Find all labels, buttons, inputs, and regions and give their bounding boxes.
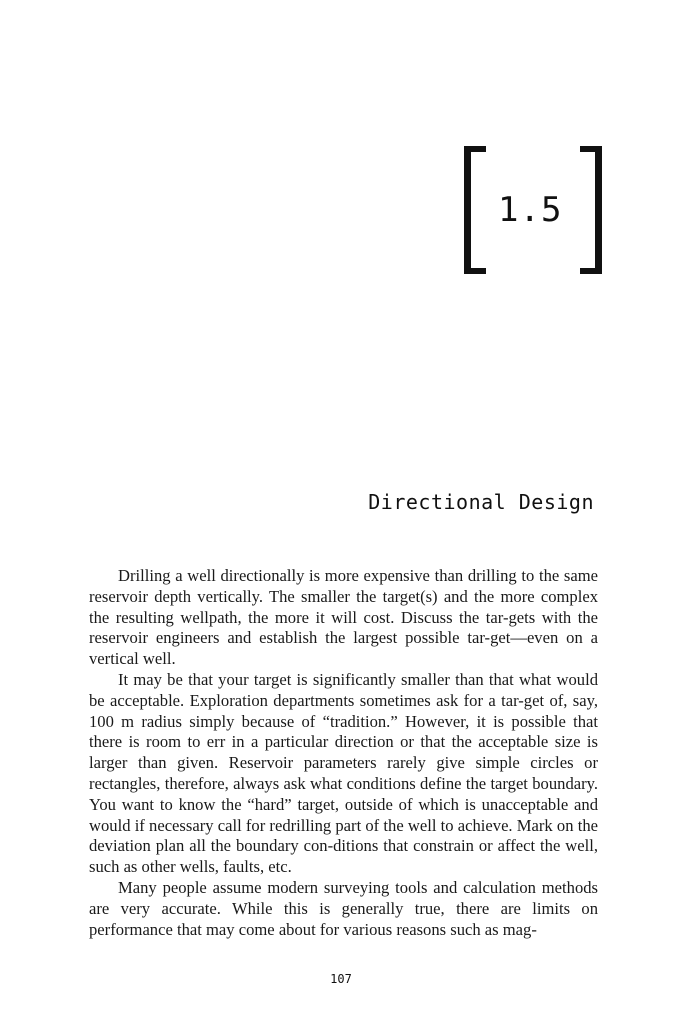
chapter-title: Directional Design bbox=[368, 490, 594, 514]
left-bracket bbox=[464, 146, 486, 274]
right-bracket bbox=[580, 146, 602, 274]
page-number: 107 bbox=[330, 972, 352, 986]
body-text bbox=[89, 566, 598, 940]
paragraph: Many people assume modern surveying tools and calculation methods are very accurate. While this is generally true, there are limits on performance that may come about for various reasons such as mag- bbox=[89, 877, 598, 939]
paragraph: It may be that your target is significantly smaller than that what would be acceptable. Exploration departments sometimes ask for a tar-get of, say, 100 m radius simply because of “tradition.” However, it is possible that there is room to err in a particular direction or that the acceptable size is larger than given. Reservoir parameters rarely give simple circles or rectangles, therefore, always ask what conditions define the target boundary. You want to know the “hard” target, outside of which is unacceptable and would if necessary call for redrilling part of the well to achieve. Mark on the deviation plan all the boundary con-ditions that constrain or affect the well, such as other wells, faults, etc. bbox=[89, 669, 598, 877]
section-number: 1.5 bbox=[498, 190, 563, 230]
section-number-block bbox=[462, 146, 602, 276]
paragraph: Drilling a well directionally is more expensive than drilling to the same reservoir depth vertically. The smaller the target(s) and the more complex the resulting wellpath, the more it will cost. Discuss the tar-gets with the reservoir engineers and establish the largest possible tar-get—even on a vertical well. bbox=[89, 566, 598, 669]
